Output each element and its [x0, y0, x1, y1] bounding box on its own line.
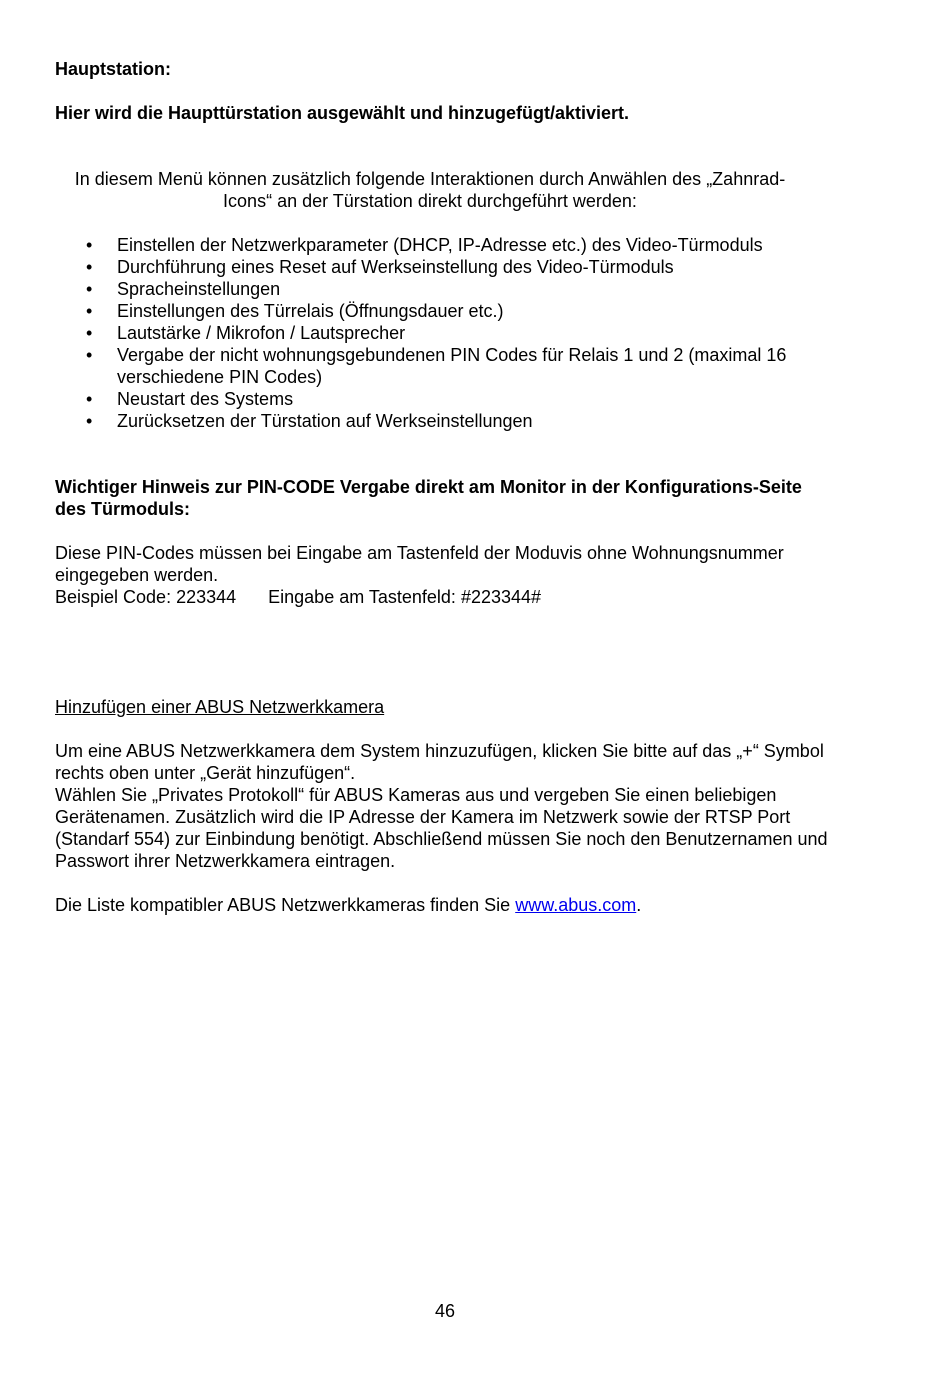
- bullet-icon: •: [86, 301, 93, 321]
- bullet-icon: •: [86, 323, 93, 343]
- camera-paragraph-2: Wählen Sie „Privates Protokoll“ für ABUS Kameras aus und vergeben Sie einen beliebigen Gerätenamen. Zusätzlich wird die IP Adresse der Kamera im Netzwerk sowie der RTSP Port (Standarf 554) zur Einbindung benötigt. Abschließend müssen Sie noch den Benutzernamen und Passwort ihrer Netzwerkkamera eintragen.: [55, 785, 828, 871]
- feature-list: [55, 234, 845, 432]
- list-item: [55, 388, 837, 410]
- camera-paragraph-1: Um eine ABUS Netzwerkkamera dem System hinzuzufügen, klicken Sie bitte auf das „+“ Symbol rechts oben unter „Gerät hinzufügen“.: [55, 741, 824, 783]
- document-page: [55, 58, 845, 916]
- list-item-text: Neustart des Systems: [117, 389, 294, 409]
- example-row: [55, 586, 845, 608]
- bullet-icon: •: [86, 411, 93, 431]
- list-item: [55, 256, 837, 278]
- camera-heading: Hinzufügen einer ABUS Netzwerkkamera: [55, 697, 385, 717]
- bullet-icon: •: [86, 345, 93, 365]
- list-item: [55, 300, 837, 322]
- notice-body: [55, 542, 845, 608]
- section-subtitle: Hier wird die Haupttürstation ausgewählt und hinzugefügt/aktiviert.: [55, 103, 630, 123]
- camera-body: [55, 740, 840, 872]
- intro-line-2: Icons“ an der Türstation direkt durchgeführt werden:: [223, 191, 637, 211]
- list-item: [55, 278, 837, 300]
- abus-website-link[interactable]: www.abus.com: [515, 895, 637, 915]
- page-number: 46: [434, 1301, 456, 1321]
- compatible-list-line: [55, 894, 845, 916]
- list-item-text: Lautstärke / Mikrofon / Lautsprecher: [117, 323, 406, 343]
- list-item: [55, 344, 837, 388]
- list-item: [55, 322, 837, 344]
- bullet-icon: •: [86, 279, 93, 299]
- bullet-icon: •: [86, 257, 93, 277]
- bullet-icon: •: [86, 235, 93, 255]
- list-item-text: Einstellen der Netzwerkparameter (DHCP, IP-Adresse etc.) des Video-Türmoduls: [117, 235, 763, 255]
- link-prefix: Die Liste kompatibler ABUS Netzwerkkameras finden Sie: [55, 895, 516, 915]
- bullet-icon: •: [86, 389, 93, 409]
- list-item-text: Einstellungen des Türrelais (Öffnungsdauer etc.): [117, 301, 504, 321]
- notice-text: Diese PIN-Codes müssen bei Eingabe am Tastenfeld der Moduvis ohne Wohnungsnummer eingegeben werden.: [55, 543, 784, 585]
- list-item: [55, 410, 837, 432]
- link-suffix: .: [636, 895, 642, 915]
- list-item-text: Spracheinstellungen: [117, 279, 281, 299]
- intro-paragraph: [55, 168, 805, 212]
- example-keypad: Eingabe am Tastenfeld: #223344#: [268, 587, 542, 607]
- section-title: Hauptstation:: [55, 59, 171, 79]
- list-item-text: Zurücksetzen der Türstation auf Werkseinstellungen: [117, 411, 533, 431]
- list-item-text: Durchführung eines Reset auf Werkseinstellung des Video-Türmoduls: [117, 257, 674, 277]
- notice-title: Wichtiger Hinweis zur PIN-CODE Vergabe direkt am Monitor in der Konfigurations-Seite des Türmoduls:: [55, 477, 802, 519]
- example-code: Beispiel Code: 223344: [55, 587, 237, 607]
- list-item-text: Vergabe der nicht wohnungsgebundenen PIN Codes für Relais 1 und 2 (maximal 16 verschiedene PIN Codes): [117, 345, 787, 387]
- list-item: [55, 234, 837, 256]
- intro-line-1: In diesem Menü können zusätzlich folgende Interaktionen durch Anwählen des „Zahnrad-: [74, 169, 786, 189]
